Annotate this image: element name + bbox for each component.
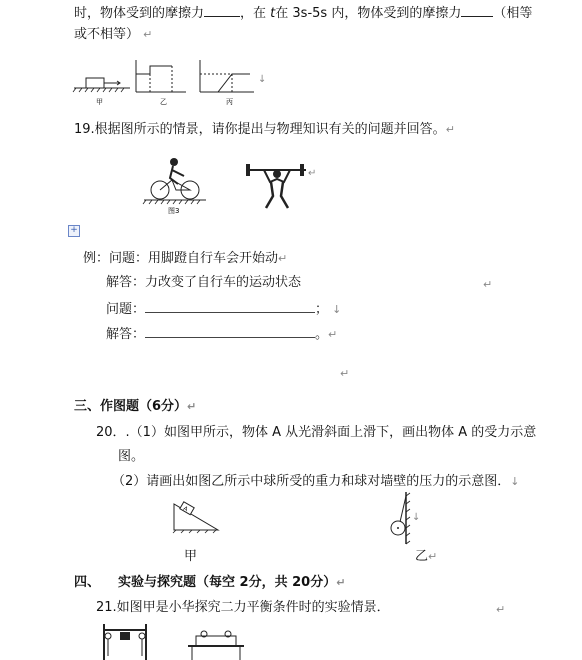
fig-label-b: 乙 xyxy=(160,98,167,106)
cart-on-table-figure xyxy=(188,631,244,660)
section3-heading: 三、作图题（6分）↵ xyxy=(74,399,197,414)
para-mark: ↵ xyxy=(308,168,317,179)
figure-block-on-floor xyxy=(73,78,130,92)
q19-title: 19.根据图所示的情景，请你提出与物理知识有关的问题并回答。↵ xyxy=(74,122,455,137)
answer-line: 解答： 。↵ xyxy=(106,327,338,342)
ball-wall-figure xyxy=(384,490,424,546)
figure-force-time-graph xyxy=(136,60,186,92)
answer-blank-1[interactable] xyxy=(204,4,240,17)
q20-part2: （2）请画出如图乙所示中球所受的重力和球对墙壁的压力的示意图．↓ xyxy=(112,474,520,489)
q19-figure xyxy=(140,152,320,216)
q20-part1: 20．.（1）如图甲所示，物体 A 从光滑斜面上滑下，画出物体 A 的受力示意 xyxy=(96,425,537,440)
arrow-mark-2: ↓ xyxy=(412,512,421,523)
fig-b-label: 乙↵ xyxy=(415,549,438,564)
svg-text:A: A xyxy=(181,505,189,514)
arrow-mark: ↓ xyxy=(258,74,267,85)
q20-part1-b: 图。 xyxy=(118,449,145,464)
weightlifter-figure xyxy=(246,164,306,208)
anchor-icon[interactable]: + xyxy=(68,225,80,237)
question-input-line[interactable] xyxy=(145,300,315,313)
pulley-apparatus-figure xyxy=(104,624,146,660)
incline-figure xyxy=(168,498,228,534)
block-a xyxy=(179,502,194,516)
example-answer: 解答：力改变了自行车的运动状态 xyxy=(106,275,302,290)
question-line: 问题： ； ↓ xyxy=(106,302,342,317)
q21-figure xyxy=(92,622,292,660)
fig-label-c: 丙 xyxy=(226,98,233,106)
bicycle-rider-figure xyxy=(143,158,206,204)
para-mark-3: ↵ xyxy=(496,603,506,616)
section4-heading: 四、 实验与探究题（每空 2分，共 20分）↵ xyxy=(74,575,346,590)
example-question: 例：问题：用脚蹬自行车会开始动↵ xyxy=(83,251,288,266)
q18-line2: 或不相等） ↵ xyxy=(74,27,153,42)
para-mark-2: ↵ xyxy=(340,367,350,380)
q19-fig-caption: 图3 xyxy=(168,207,180,215)
para-mark-1: ↵ xyxy=(483,278,493,291)
fig-label-a: 甲 xyxy=(96,98,103,106)
q21-text: 21.如图甲是小华探究二力平衡条件时的实验情景． xyxy=(96,600,390,615)
q18-line1: 时，物体受到的摩擦力 ，在 t在 3s-5s 内，物体受到的摩擦力 （相等 xyxy=(74,6,533,21)
q18-figure xyxy=(72,56,272,106)
answer-blank-2[interactable] xyxy=(461,4,493,17)
figure-velocity-time-graph xyxy=(200,60,254,92)
fig-a-label: 甲 xyxy=(184,549,198,564)
answer-input-line[interactable] xyxy=(145,325,315,338)
